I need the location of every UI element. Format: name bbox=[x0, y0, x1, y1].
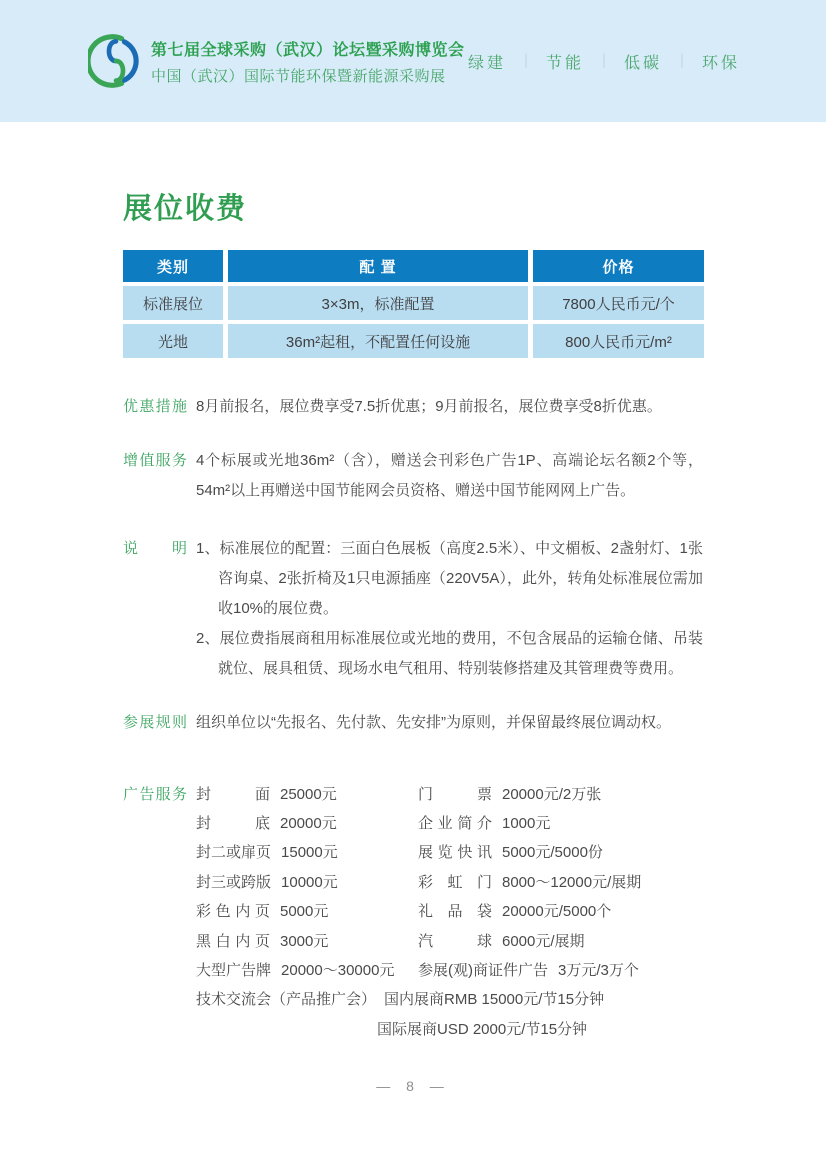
table-header-category: 类别 bbox=[123, 250, 223, 282]
section-discount bbox=[123, 392, 703, 422]
tag-green-building: 绿建 bbox=[467, 54, 506, 72]
section-label: 优惠措施 bbox=[123, 398, 187, 415]
expo-titles bbox=[151, 37, 465, 86]
ad-item bbox=[196, 780, 418, 809]
ad-name: 企业简介 bbox=[418, 815, 492, 833]
ad-item bbox=[418, 927, 703, 956]
ad-name: 展览快讯 bbox=[418, 844, 492, 862]
ad-name: 黑白内页 bbox=[196, 932, 270, 950]
ad-name: 封面 bbox=[196, 785, 270, 803]
section-text: 8月前报名，展位费享受7.5折优惠；9月前报名，展位费享受8折优惠。 bbox=[196, 398, 662, 415]
ad-item bbox=[196, 898, 418, 927]
section-label: 广告服务 bbox=[123, 786, 187, 803]
ad-item bbox=[418, 809, 703, 838]
ad-name: 技术交流会（产品推广会） bbox=[196, 991, 377, 1009]
ad-name: 彩色内页 bbox=[196, 903, 270, 921]
ad-price: 国际展商USD 2000元/节15分钟 bbox=[377, 1020, 588, 1038]
table-cell-category: 光地 bbox=[123, 324, 223, 358]
expo-title-line2: 中国（武汉）国际节能环保暨新能源采购展 bbox=[151, 67, 446, 85]
ad-price-list bbox=[196, 780, 703, 1045]
ad-item bbox=[418, 868, 703, 897]
table-cell-category: 标准展位 bbox=[123, 286, 223, 320]
section-note-list bbox=[196, 534, 703, 684]
section-notes bbox=[123, 534, 703, 684]
tag-environmental: 环保 bbox=[701, 54, 740, 72]
ad-item bbox=[196, 809, 418, 838]
section-label: 增值服务 bbox=[123, 452, 187, 469]
ad-name: 大型广告牌 bbox=[196, 962, 272, 980]
ad-name: 汽球 bbox=[418, 932, 492, 950]
ad-column-right bbox=[418, 780, 703, 986]
ad-price: 6000元/展期 bbox=[502, 932, 585, 950]
ad-price: 3000元 bbox=[280, 932, 329, 950]
ad-columns bbox=[196, 780, 703, 986]
ad-item bbox=[196, 839, 418, 868]
booth-fee-table bbox=[123, 250, 703, 358]
ad-name: 门票 bbox=[418, 785, 492, 803]
section-label: 说明 bbox=[123, 540, 187, 557]
ad-name: 礼品袋 bbox=[418, 903, 492, 921]
ad-name: 封底 bbox=[196, 815, 270, 833]
table-cell-price: 800人民币元/m² bbox=[533, 324, 704, 358]
expo-title-line1: 第七届全球采购（武汉）论坛暨采购博览会 bbox=[151, 41, 465, 59]
ad-item bbox=[196, 868, 418, 897]
section-text: 4个标展或光地36m²（含），赠送会刊彩色广告1P、高端论坛名额2个等，54m²以上再赠送中国节能网会员资格、赠送中国节能网网上广告。 bbox=[196, 452, 703, 499]
ad-name: 参展(观)商证件广告 bbox=[418, 962, 548, 980]
ad-price: 1000元 bbox=[502, 815, 551, 833]
section-value-added bbox=[123, 446, 703, 506]
table-cell-price: 7800人民币元/个 bbox=[533, 286, 704, 320]
ad-price: 10000元 bbox=[281, 873, 338, 891]
page-number: — 8 — bbox=[376, 1078, 450, 1094]
ad-item bbox=[418, 839, 703, 868]
ad-price: 5000元/5000份 bbox=[502, 844, 603, 862]
ad-name: 彩虹门 bbox=[418, 873, 492, 891]
ad-price: 15000元 bbox=[281, 844, 338, 862]
expo-logo-icon bbox=[88, 33, 144, 89]
ad-item bbox=[418, 956, 703, 985]
table-cell-config: 3×3m，标准配置 bbox=[228, 286, 528, 320]
ad-name: 封二或扉页 bbox=[196, 844, 272, 862]
ad-item bbox=[418, 780, 703, 809]
section-rules bbox=[123, 708, 703, 738]
ad-price: 20000～30000元 bbox=[281, 962, 395, 980]
table-header-price: 价格 bbox=[533, 250, 704, 282]
ad-column-left bbox=[196, 780, 418, 986]
ad-price: 20000元/2万张 bbox=[502, 785, 602, 803]
tag-low-carbon: 低碳 bbox=[623, 54, 662, 72]
table-cell-config: 36m²起租，不配置任何设施 bbox=[228, 324, 528, 358]
ad-price: 20000元 bbox=[280, 815, 337, 833]
section-label: 参展规则 bbox=[123, 714, 187, 731]
note-item: 2、展位费指展商租用标准展位或光地的费用，不包含展品的运输仓储、吊装就位、展具租赁、现场水电气租用、特别装修搭建及其管理费等费用。 bbox=[196, 630, 703, 677]
header-tags bbox=[468, 50, 740, 73]
ad-price: 8000～12000元/展期 bbox=[502, 873, 642, 891]
note-item: 1、标准展位的配置：三面白色展板（高度2.5米）、中文楣板、2盏射灯、1张咨询桌、2张折椅及1只电源插座（220V5A），此外，转角处标准展位需加收10%的展位费。 bbox=[196, 540, 703, 617]
ad-price: 5000元 bbox=[280, 903, 329, 921]
ad-name: 封三或跨版 bbox=[196, 873, 272, 891]
table-header-config: 配 置 bbox=[228, 250, 528, 282]
ad-price: 国内展商RMB 15000元/节15分钟 bbox=[384, 991, 605, 1009]
ad-item bbox=[196, 927, 418, 956]
ad-item bbox=[196, 956, 418, 985]
ad-item bbox=[418, 898, 703, 927]
tag-energy-saving: 节能 bbox=[545, 54, 584, 72]
page-content bbox=[0, 186, 826, 1045]
page-header bbox=[0, 0, 826, 122]
section-text: 组织单位以“先报名、先付款、先安排”为原则，并保留最终展位调动权。 bbox=[196, 714, 671, 731]
ad-price: 25000元 bbox=[280, 785, 337, 803]
ad-price: 20000元/5000个 bbox=[502, 903, 612, 921]
ad-item-tech-session bbox=[196, 986, 703, 1015]
section-ad-services bbox=[123, 780, 703, 1045]
page-title: 展位收费 bbox=[123, 193, 248, 225]
tag-separator: ｜ bbox=[596, 53, 611, 69]
ad-price: 3万元/3万个 bbox=[558, 962, 639, 980]
tag-separator: ｜ bbox=[674, 53, 689, 69]
tag-separator: ｜ bbox=[518, 53, 533, 69]
ad-item-tech-session-intl bbox=[377, 1015, 703, 1044]
